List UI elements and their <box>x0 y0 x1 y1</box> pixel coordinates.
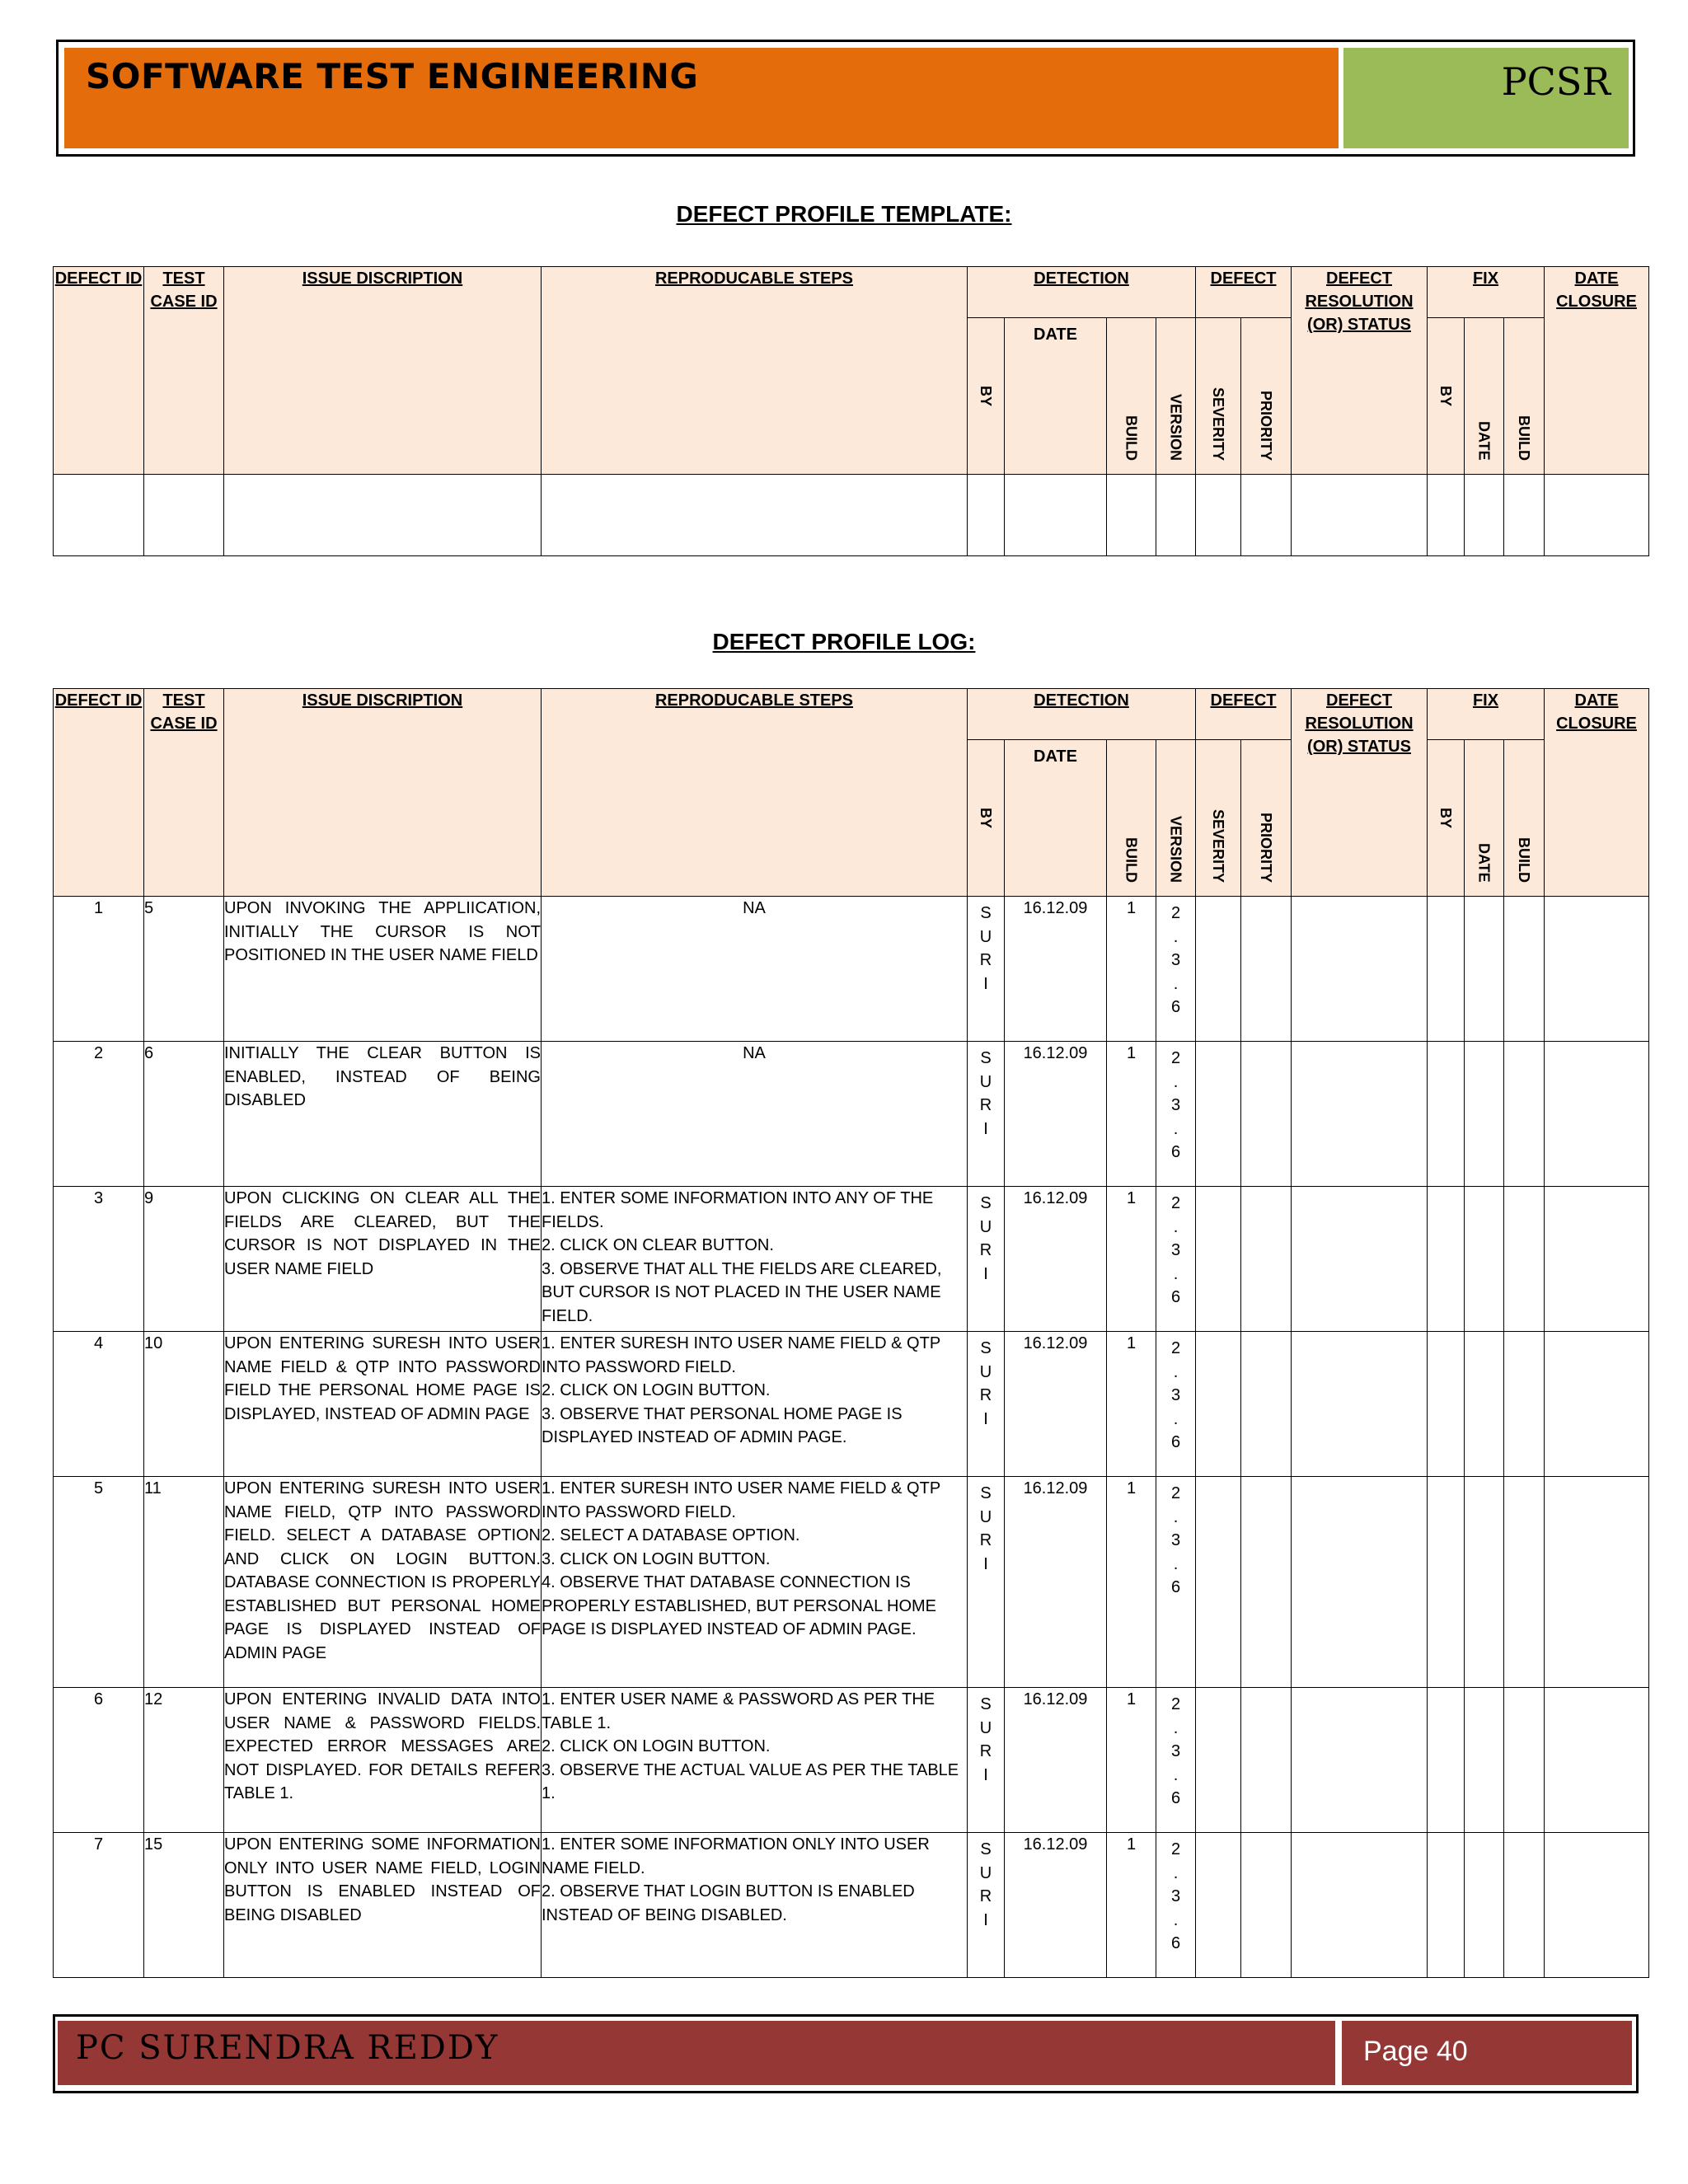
detected-by-char: R <box>979 1742 992 1760</box>
priority-cell <box>1241 1833 1292 1978</box>
issue-description-cell: INITIALLY THE CLEAR BUTTON IS ENABLED, INSTEAD OF BEING DISABLED <box>224 1042 542 1187</box>
col-detection-by: BY <box>968 740 1005 897</box>
table-row <box>54 1332 1649 1477</box>
col-resolution-status: DEFECT RESOLUTION (OR) STATUS <box>1292 267 1428 475</box>
detected-by-char: I <box>983 1409 988 1428</box>
col-detection-build: BUILD <box>1107 318 1156 475</box>
table-row <box>54 1833 1649 1978</box>
col-fix-date: DATE <box>1465 318 1504 475</box>
detected-by-char: R <box>979 1531 992 1549</box>
fix-date-cell <box>1465 897 1504 1042</box>
version-char: 2 <box>1170 1194 1181 1212</box>
footer-author-bar <box>58 2021 1335 2085</box>
fix-by-cell <box>1428 1332 1465 1477</box>
detected-by-char: I <box>983 1910 988 1929</box>
detected-by-cell <box>968 1332 1005 1477</box>
issue-description-cell: UPON ENTERING SURESH INTO USER NAME FIELD, QTP INTO PASSWORD FIELD. SELECT A DATABASE OPTION AND CLICK ON LOGIN BUTTON. DATABASE CONNECTION IS PROPERLY ESTABLISHED BUT PERSONAL HOME PAGE IS DISPLAYED INSTEAD OF ADMIN PAGE <box>224 1477 542 1688</box>
col-fix-build: BUILD <box>1504 318 1545 475</box>
detected-by-cell <box>968 897 1005 1042</box>
col-issue-description: ISSUE DISCRIPTION <box>224 689 542 897</box>
date-closure-cell <box>1545 1688 1649 1833</box>
table-row <box>54 1688 1649 1833</box>
col-detection-date: DATE <box>1005 740 1107 897</box>
col-detection-version: VERSION <box>1156 740 1196 897</box>
detected-by-char: R <box>979 1096 992 1114</box>
detected-by-char: S <box>980 904 992 922</box>
step-line: 4. OBSERVE THAT DATABASE CONNECTION IS PROPERLY ESTABLISHED, BUT PERSONAL HOME PAGE IS DISPLAYED INSTEAD OF ADMIN PAGE. <box>542 1573 937 1638</box>
priority-cell <box>1241 1688 1292 1833</box>
date-closure-cell <box>1545 1833 1649 1978</box>
step-line: 3. OBSERVE THE ACTUAL VALUE AS PER THE TABLE 1. <box>542 1760 959 1802</box>
version-char: 6 <box>1170 1934 1181 1952</box>
version-char: . <box>1173 1910 1179 1929</box>
detection-date-cell: 16.12.09 <box>1005 1688 1107 1833</box>
version-char: 3 <box>1170 1742 1181 1760</box>
detected-by-char: U <box>979 1217 992 1236</box>
version-char: 2 <box>1170 1339 1181 1357</box>
version-char: 6 <box>1170 1143 1181 1161</box>
resolution-cell <box>1292 1833 1428 1978</box>
col-defect-id: DEFECT ID <box>54 689 144 897</box>
defect-id-cell: 3 <box>54 1187 144 1332</box>
detection-build-cell: 1 <box>1107 1332 1156 1477</box>
step-line: 1. ENTER USER NAME & PASSWORD AS PER THE TABLE 1. <box>542 1690 935 1732</box>
severity-cell <box>1196 1332 1241 1477</box>
resolution-cell <box>1292 1477 1428 1688</box>
version-char: 6 <box>1170 1578 1181 1596</box>
priority-cell <box>1241 1332 1292 1477</box>
version-char: 3 <box>1170 1241 1181 1259</box>
fix-by-cell <box>1428 1477 1465 1688</box>
steps-cell <box>542 1332 968 1477</box>
version-char: 2 <box>1170 1484 1181 1502</box>
detection-date-cell: 16.12.09 <box>1005 1042 1107 1187</box>
version-char: 3 <box>1170 951 1181 969</box>
step-line: 1. ENTER SOME INFORMATION INTO ANY OF THE FIELDS. <box>542 1189 934 1231</box>
detected-by-cell <box>968 1187 1005 1332</box>
template-title: DEFECT PROFILE TEMPLATE: <box>676 201 1012 227</box>
col-defect: DEFECT <box>1196 267 1292 318</box>
col-detection: DETECTION <box>968 689 1196 740</box>
table-row <box>54 1042 1649 1187</box>
step-line: 1. ENTER SOME INFORMATION ONLY INTO USER NAME FIELD. <box>542 1835 930 1877</box>
step-line: 2. CLICK ON CLEAR BUTTON. <box>542 1236 774 1254</box>
fix-date-cell <box>1465 1477 1504 1688</box>
col-detection-date: DATE <box>1005 318 1107 475</box>
detected-by-char: I <box>983 1765 988 1784</box>
version-char: 3 <box>1170 1531 1181 1549</box>
fix-by-cell <box>1428 1688 1465 1833</box>
fix-build-cell <box>1504 1187 1545 1332</box>
col-resolution-status: DEFECT RESOLUTION (OR) STATUS <box>1292 689 1428 897</box>
date-closure-cell <box>1545 1477 1649 1688</box>
severity-cell <box>1196 1688 1241 1833</box>
priority-cell <box>1241 897 1292 1042</box>
detection-build-cell: 1 <box>1107 1042 1156 1187</box>
brand-label: PCSR <box>1501 59 1611 104</box>
detected-by-char: R <box>979 1386 992 1404</box>
defect-id-cell: 1 <box>54 897 144 1042</box>
version-char: . <box>1173 1554 1179 1573</box>
col-date-closure: DATE CLOSURE <box>1545 689 1649 897</box>
version-char: 6 <box>1170 1433 1181 1451</box>
fix-date-cell <box>1465 1187 1504 1332</box>
detected-by-char: U <box>979 1072 992 1091</box>
col-fix-build: BUILD <box>1504 740 1545 897</box>
detection-date-cell: 16.12.09 <box>1005 1477 1107 1688</box>
defect-id-cell: 6 <box>54 1688 144 1833</box>
detected-by-char: S <box>980 1339 992 1357</box>
detection-version-cell <box>1156 897 1196 1042</box>
version-char: . <box>1173 1264 1179 1283</box>
detection-build-cell: 1 <box>1107 1688 1156 1833</box>
version-char: . <box>1173 1217 1179 1236</box>
detection-version-cell <box>1156 1042 1196 1187</box>
detected-by-char: U <box>979 1718 992 1737</box>
step-line: 2. CLICK ON LOGIN BUTTON. <box>542 1737 771 1755</box>
issue-description-cell: UPON ENTERING INVALID DATA INTO USER NAME & PASSWORD FIELDS. EXPECTED ERROR MESSAGES ARE NOT DISPLAYED. FOR DETAILS REFER TABLE 1. <box>224 1688 542 1833</box>
col-date-closure: DATE CLOSURE <box>1545 267 1649 475</box>
detected-by-cell <box>968 1477 1005 1688</box>
version-char: . <box>1173 1507 1179 1526</box>
version-char: 6 <box>1170 1789 1181 1807</box>
step-line: NA <box>743 899 766 917</box>
steps-cell <box>542 897 968 1042</box>
defect-id-cell: 2 <box>54 1042 144 1187</box>
step-line: 3. CLICK ON LOGIN BUTTON. <box>542 1549 771 1568</box>
detected-by-char: I <box>983 1264 988 1283</box>
detected-by-char: U <box>979 927 992 946</box>
date-closure-cell <box>1545 1042 1649 1187</box>
fix-build-cell <box>1504 897 1545 1042</box>
step-line: 1. ENTER SURESH INTO USER NAME FIELD & QTP INTO PASSWORD FIELD. <box>542 1334 940 1376</box>
col-detection: DETECTION <box>968 267 1196 318</box>
fix-date-cell <box>1465 1833 1504 1978</box>
fix-build-cell <box>1504 1688 1545 1833</box>
resolution-cell <box>1292 897 1428 1042</box>
col-fix: FIX <box>1428 267 1545 318</box>
table-row <box>54 897 1649 1042</box>
col-test-case-id: TEST CASE ID <box>144 689 224 897</box>
version-char: . <box>1173 1863 1179 1882</box>
detected-by-char: U <box>979 1507 992 1526</box>
date-closure-cell <box>1545 1332 1649 1477</box>
version-char: . <box>1173 1119 1179 1138</box>
detected-by-char: R <box>979 1887 992 1905</box>
fix-date-cell <box>1465 1042 1504 1187</box>
col-priority: PRIORITY <box>1241 740 1292 897</box>
detected-by-char: S <box>980 1194 992 1212</box>
steps-cell <box>542 1187 968 1332</box>
version-char: . <box>1173 1409 1179 1428</box>
detection-build-cell: 1 <box>1107 1187 1156 1332</box>
version-char: . <box>1173 1362 1179 1381</box>
detection-date-cell: 16.12.09 <box>1005 1187 1107 1332</box>
col-defect-id: DEFECT ID <box>54 267 144 475</box>
detected-by-char: I <box>983 1119 988 1138</box>
detected-by-char: I <box>983 974 988 993</box>
template-empty-row <box>54 475 1649 556</box>
col-fix-date: DATE <box>1465 740 1504 897</box>
version-char: 2 <box>1170 1840 1181 1858</box>
version-char: . <box>1173 927 1179 946</box>
defect-log-table <box>53 688 1649 1978</box>
severity-cell <box>1196 1833 1241 1978</box>
fix-build-cell <box>1504 1332 1545 1477</box>
fix-build-cell <box>1504 1477 1545 1688</box>
steps-cell <box>542 1477 968 1688</box>
severity-cell <box>1196 1187 1241 1332</box>
step-line: 2. SELECT A DATABASE OPTION. <box>542 1526 800 1544</box>
detection-date-cell: 16.12.09 <box>1005 1833 1107 1978</box>
steps-cell <box>542 1833 968 1978</box>
detected-by-char: S <box>980 1484 992 1502</box>
test-case-id-cell: 9 <box>144 1187 224 1332</box>
document-title: SOFTWARE TEST ENGINEERING <box>86 56 699 96</box>
fix-by-cell <box>1428 1833 1465 1978</box>
detected-by-char: U <box>979 1362 992 1381</box>
fix-by-cell <box>1428 1187 1465 1332</box>
col-severity: SEVERITY <box>1196 318 1241 475</box>
footer-page-bar <box>1342 2021 1632 2085</box>
steps-cell <box>542 1042 968 1187</box>
issue-description-cell: UPON ENTERING SOME INFORMATION ONLY INTO USER NAME FIELD, LOGIN BUTTON IS ENABLED INSTEAD OF BEING DISABLED <box>224 1833 542 1978</box>
col-detection-by: BY <box>968 318 1005 475</box>
col-reproducible-steps: REPRODUCABLE STEPS <box>542 689 968 897</box>
version-char: . <box>1173 1072 1179 1091</box>
col-issue-description: ISSUE DISCRIPTION <box>224 267 542 475</box>
detected-by-char: S <box>980 1695 992 1713</box>
date-closure-cell <box>1545 1187 1649 1332</box>
table-row <box>54 1187 1649 1332</box>
col-priority: PRIORITY <box>1241 318 1292 475</box>
resolution-cell <box>1292 1332 1428 1477</box>
test-case-id-cell: 10 <box>144 1332 224 1477</box>
resolution-cell <box>1292 1688 1428 1833</box>
resolution-cell <box>1292 1042 1428 1187</box>
steps-cell <box>542 1688 968 1833</box>
detection-build-cell: 1 <box>1107 1477 1156 1688</box>
col-fix-by: BY <box>1428 740 1465 897</box>
step-line: NA <box>743 1044 766 1062</box>
detected-by-char: U <box>979 1863 992 1882</box>
detection-build-cell: 1 <box>1107 897 1156 1042</box>
priority-cell <box>1241 1042 1292 1187</box>
col-severity: SEVERITY <box>1196 740 1241 897</box>
step-line: 3. OBSERVE THAT ALL THE FIELDS ARE CLEARED, BUT CURSOR IS NOT PLACED IN THE USER NAME FIELD. <box>542 1259 942 1325</box>
version-char: . <box>1173 1718 1179 1737</box>
fix-by-cell <box>1428 897 1465 1042</box>
footer-author: PC SURENDRA REDDY <box>76 2029 499 2067</box>
detected-by-char: R <box>979 951 992 969</box>
version-char: 3 <box>1170 1386 1181 1404</box>
table-row <box>54 1477 1649 1688</box>
severity-cell <box>1196 897 1241 1042</box>
col-detection-version: VERSION <box>1156 318 1196 475</box>
version-char: 3 <box>1170 1096 1181 1114</box>
detection-version-cell <box>1156 1187 1196 1332</box>
issue-description-cell: UPON INVOKING THE APPLIICATION, INITIALLY THE CURSOR IS NOT POSITIONED IN THE USER NAME FIELD <box>224 897 542 1042</box>
date-closure-cell <box>1545 897 1649 1042</box>
col-detection-build: BUILD <box>1107 740 1156 897</box>
version-char: 2 <box>1170 1049 1181 1067</box>
col-fix: FIX <box>1428 689 1545 740</box>
detected-by-char: R <box>979 1241 992 1259</box>
col-fix-by: BY <box>1428 318 1465 475</box>
resolution-cell <box>1292 1187 1428 1332</box>
priority-cell <box>1241 1477 1292 1688</box>
version-char: 6 <box>1170 1288 1181 1306</box>
detected-by-char: S <box>980 1840 992 1858</box>
severity-cell <box>1196 1477 1241 1688</box>
log-title: DEFECT PROFILE LOG: <box>712 629 976 654</box>
version-char: . <box>1173 974 1179 993</box>
version-char: 3 <box>1170 1887 1181 1905</box>
severity-cell <box>1196 1042 1241 1187</box>
step-line: 1. ENTER SURESH INTO USER NAME FIELD & QTP INTO PASSWORD FIELD. <box>542 1479 940 1521</box>
detected-by-cell <box>968 1833 1005 1978</box>
detected-by-cell <box>968 1688 1005 1833</box>
detection-date-cell: 16.12.09 <box>1005 1332 1107 1477</box>
col-test-case-id: TEST CASE ID <box>144 267 224 475</box>
issue-description-cell: UPON CLICKING ON CLEAR ALL THE FIELDS ARE CLEARED, BUT THE CURSOR IS NOT DISPLAYED IN THE USER NAME FIELD <box>224 1187 542 1332</box>
header-title-bar <box>64 48 1339 148</box>
defect-id-cell: 4 <box>54 1332 144 1477</box>
test-case-id-cell: 12 <box>144 1688 224 1833</box>
fix-date-cell <box>1465 1688 1504 1833</box>
fix-by-cell <box>1428 1042 1465 1187</box>
defect-template-table <box>53 266 1649 556</box>
step-line: 2. CLICK ON LOGIN BUTTON. <box>542 1381 771 1399</box>
issue-description-cell: UPON ENTERING SURESH INTO USER NAME FIELD & QTP INTO PASSWORD FIELD THE PERSONAL HOME PAGE IS DISPLAYED, INSTEAD OF ADMIN PAGE <box>224 1332 542 1477</box>
version-char: 2 <box>1170 904 1181 922</box>
step-line: 3. OBSERVE THAT PERSONAL HOME PAGE IS DISPLAYED INSTEAD OF ADMIN PAGE. <box>542 1404 903 1446</box>
col-reproducible-steps: REPRODUCABLE STEPS <box>542 267 968 475</box>
fix-date-cell <box>1465 1332 1504 1477</box>
version-char: 2 <box>1170 1695 1181 1713</box>
col-defect: DEFECT <box>1196 689 1292 740</box>
version-char: . <box>1173 1765 1179 1784</box>
detected-by-char: I <box>983 1554 988 1573</box>
page-number: Page 40 <box>1363 2036 1468 2067</box>
version-char: 6 <box>1170 998 1181 1016</box>
test-case-id-cell: 11 <box>144 1477 224 1688</box>
test-case-id-cell: 5 <box>144 897 224 1042</box>
detection-build-cell: 1 <box>1107 1833 1156 1978</box>
detection-version-cell <box>1156 1833 1196 1978</box>
detection-version-cell <box>1156 1688 1196 1833</box>
fix-build-cell <box>1504 1042 1545 1187</box>
detection-version-cell <box>1156 1477 1196 1688</box>
detection-version-cell <box>1156 1332 1196 1477</box>
test-case-id-cell: 15 <box>144 1833 224 1978</box>
detected-by-char: S <box>980 1049 992 1067</box>
header-brand-bar <box>1343 48 1629 148</box>
fix-build-cell <box>1504 1833 1545 1978</box>
defect-id-cell: 7 <box>54 1833 144 1978</box>
priority-cell <box>1241 1187 1292 1332</box>
detection-date-cell: 16.12.09 <box>1005 897 1107 1042</box>
detected-by-cell <box>968 1042 1005 1187</box>
defect-id-cell: 5 <box>54 1477 144 1688</box>
step-line: 2. OBSERVE THAT LOGIN BUTTON IS ENABLED INSTEAD OF BEING DISABLED. <box>542 1882 915 1924</box>
test-case-id-cell: 6 <box>144 1042 224 1187</box>
